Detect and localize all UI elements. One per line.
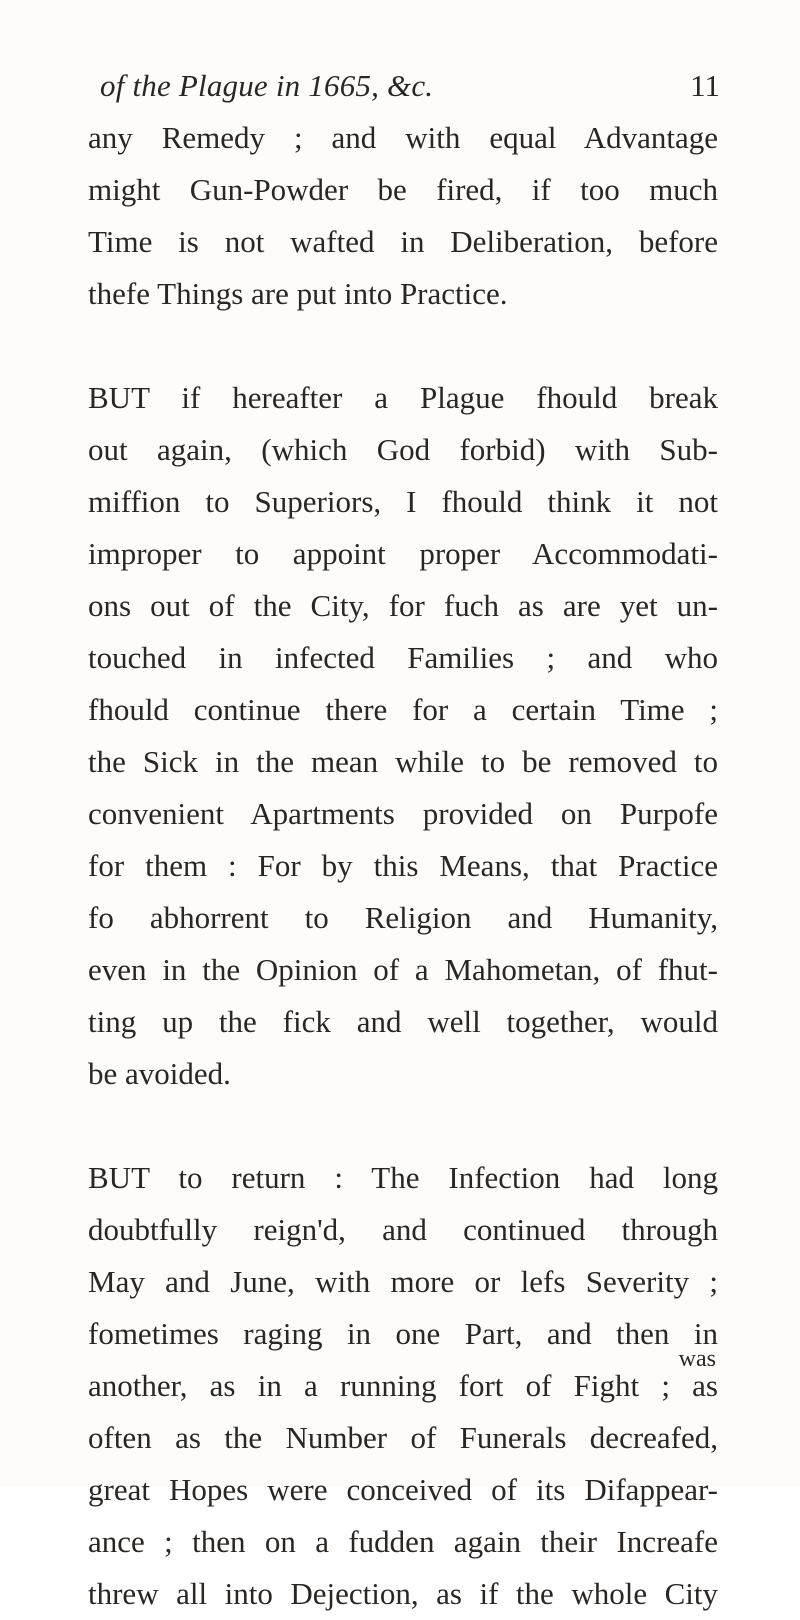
paragraph-gap bbox=[88, 320, 718, 372]
text-line: miffion to Superiors, I fhould think it not bbox=[88, 484, 718, 519]
text-line: BUT if hereafter a Plague fhould break bbox=[88, 380, 718, 415]
paragraph-gap bbox=[88, 1100, 718, 1152]
paragraph-3 bbox=[88, 1152, 718, 1620]
text-line: Time is not wafted in Deliberation, before bbox=[88, 224, 718, 259]
text-line: great Hopes were conceived of its Difappear- bbox=[88, 1472, 718, 1507]
text-line: out again, (which God forbid) with Sub- bbox=[88, 432, 718, 467]
paragraph-2 bbox=[88, 372, 718, 1100]
text-line: thefe Things are put into Practice. bbox=[88, 276, 508, 311]
paragraph-1 bbox=[88, 112, 718, 320]
text-line: be avoided. bbox=[88, 1056, 231, 1091]
text-line: improper to appoint proper Accommodati- bbox=[88, 536, 718, 571]
text-line: threw all into Dejection, as if the whole City bbox=[88, 1576, 718, 1611]
text-line: touched in infected Families ; and who bbox=[88, 640, 718, 675]
page-header bbox=[100, 60, 720, 112]
text-line: ting up the fick and well together, would bbox=[88, 1004, 718, 1039]
text-line: another, as in a running fort of Fight ; as bbox=[88, 1368, 718, 1403]
text-line: fhould continue there for a certain Time ; bbox=[88, 692, 718, 727]
text-line: doubtfully reign'd, and continued through bbox=[88, 1212, 718, 1247]
text-line: even in the Opinion of a Mahometan, of fhut- bbox=[88, 952, 718, 987]
text-line: fo abhorrent to Religion and Humanity, bbox=[88, 900, 718, 935]
text-line: any Remedy ; and with equal Advantage bbox=[88, 120, 718, 155]
text-line: the Sick in the mean while to be removed to bbox=[88, 744, 718, 779]
text-line: ons out of the City, for fuch as are yet un- bbox=[88, 588, 718, 623]
text-line: might Gun-Powder be fired, if too much bbox=[88, 172, 718, 207]
page-number: 11 bbox=[690, 68, 720, 103]
text-line: BUT to return : The Infection had long bbox=[88, 1160, 718, 1195]
text-line: convenient Apartments provided on Purpofe bbox=[88, 796, 718, 831]
running-title: of the Plague in 1665, &c. bbox=[100, 68, 434, 103]
text-line: ance ; then on a fudden again their Increafe bbox=[88, 1524, 718, 1559]
text-line: fometimes raging in one Part, and then in bbox=[88, 1316, 718, 1351]
catchword: was bbox=[678, 1346, 716, 1372]
text-line: often as the Number of Funerals decreafed, bbox=[88, 1420, 718, 1455]
text-line: May and June, with more or lefs Severity ; bbox=[88, 1264, 718, 1299]
body-text bbox=[88, 112, 718, 1620]
text-line: for them : For by this Means, that Practice bbox=[88, 848, 718, 883]
